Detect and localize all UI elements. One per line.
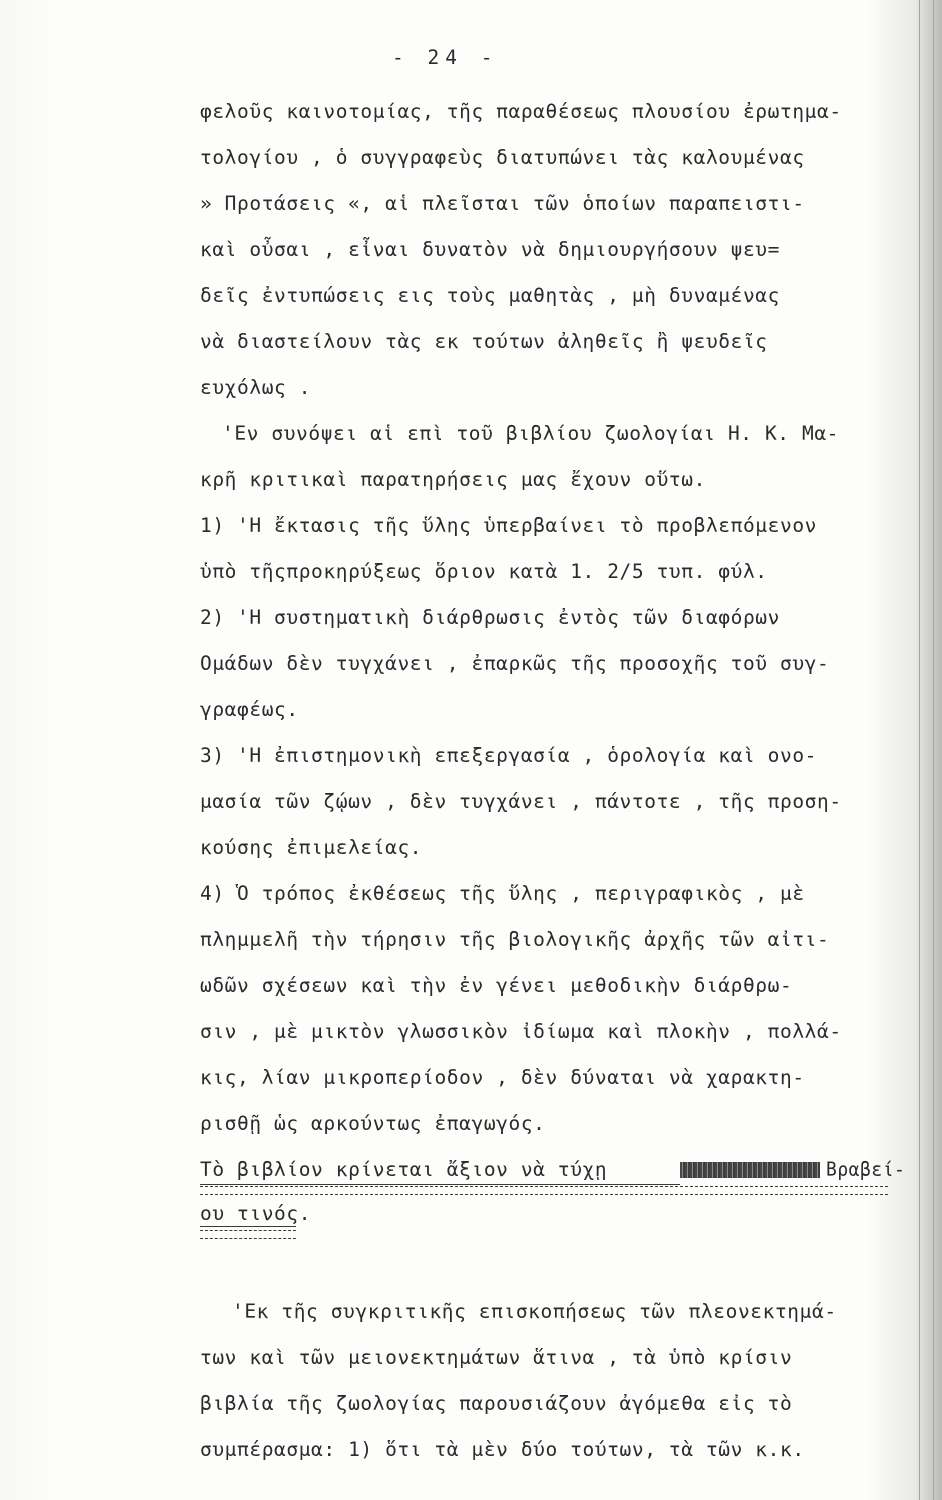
text-line: Ομάδων δὲν τυγχάνει , ἐπαρκῶς τῆς προσοχῆς τοῦ συγ- (200, 652, 830, 675)
verdict-underline (200, 1184, 680, 1185)
text-line: σιν , μὲ μικτὸν γλωσσικὸν ἰδίωμα καὶ πλοκὴν , πολλά- (200, 1020, 842, 1043)
verdict-text: ου τινός. (200, 1202, 312, 1225)
verdict-underline (200, 1226, 296, 1227)
page-number: - 24 - (392, 46, 499, 69)
text-line: 'Εκ τῆς συγκριτικῆς επισκοπήσεως τῶν πλεονεκτημά- (232, 1300, 837, 1323)
text-line: 1) 'Η ἔκτασις τῆς ὕλης ὑπερβαίνει τὸ προβλεπόμενον (200, 514, 817, 537)
verdict-text: Τὸ βιβλίον κρίνεται ἄξιον νὰ τύχῃ (200, 1158, 608, 1181)
text-line: 'Εν συνόψει αἱ επὶ τοῦ βιβλίου ζωολογίαι Η. Κ. Μα- (222, 422, 839, 445)
text-line: τολογίου , ὁ συγγραφεὺς διατυπώνει τὰς καλουμένας (200, 146, 805, 169)
verdict-text-end: Βραβεί- (826, 1158, 906, 1181)
text-line: 2) 'Η συστηματικὴ διάρθρωσις ἐντὸς τῶν διαφόρων (200, 606, 780, 629)
text-line: κούσης ἐπιμελείας. (200, 836, 423, 859)
text-line: 4) Ὁ τρόπος ἐκθέσεως τῆς ὕλης , περιγραφικὸς , μὲ (200, 882, 805, 905)
text-line: ευχόλως . (200, 376, 312, 399)
text-line: ωδῶν σχέσεων καὶ τὴν ἐν γένει μεθοδικὴν διάρθρω- (200, 974, 793, 997)
double-underline (200, 1186, 888, 1195)
text-line: φελοῦς καινοτομίας, τῆς παραθέσεως πλουσίου ἐρωτημα- (200, 100, 842, 123)
text-line: 3) 'Η ἐπιστημονικὴ επεξεργασία , ὁρολογία καὶ ονο- (200, 744, 817, 767)
text-line: ὑπὸ τῆςπροκηρύξεως ὅριον κατὰ 1. 2/5 τυπ. φύλ. (200, 560, 768, 583)
text-line: συμπέρασμα: 1) ὅτι τὰ μὲν δύο τούτων, τὰ τῶν κ.κ. (200, 1438, 805, 1461)
text-line: ρισθῇ ὡς αρκούντως ἐπαγωγός. (200, 1112, 546, 1135)
text-line: δεῖς ἐντυπώσεις εις τοὺς μαθητὰς , μὴ δυναμένας (200, 284, 780, 307)
text-line: » Προτάσεις «, αἱ πλεῖσται τῶν ὁποίων παραπειστι- (200, 192, 805, 215)
text-line: των καὶ τῶν μειονεκτημάτων ἅτινα , τὰ ὑπὸ κρίσιν (200, 1346, 793, 1369)
text-line: νὰ διαστείλουν τὰς εκ τούτων ἀληθεῖς ἢ ψευδεῖς (200, 330, 768, 353)
text-line: μασία τῶν ζῴων , δὲν τυγχάνει , πάντοτε , τῆς προση- (200, 790, 842, 813)
text-line: κις, λίαν μικροπερίοδον , δὲν δύναται νὰ χαρακτη- (200, 1066, 805, 1089)
double-underline (200, 1230, 296, 1239)
text-line: καὶ οὖσαι , εἶναι δυνατὸν νὰ δημιουργήσουν ψευ= (200, 238, 780, 261)
text-line: γραφέως. (200, 698, 299, 721)
text-line: πλημμελῆ τὴν τήρησιν τῆς βιολογικῆς ἀρχῆς τῶν αἰτι- (200, 928, 830, 951)
struck-out-word (680, 1162, 820, 1178)
text-line: κρῆ κριτικαὶ παρατηρήσεις μας ἔχουν οὕτω. (200, 468, 706, 491)
text-line: βιβλία τῆς ζωολογίας παρουσιάζουν ἀγόμεθα εἰς τὸ (200, 1392, 793, 1415)
